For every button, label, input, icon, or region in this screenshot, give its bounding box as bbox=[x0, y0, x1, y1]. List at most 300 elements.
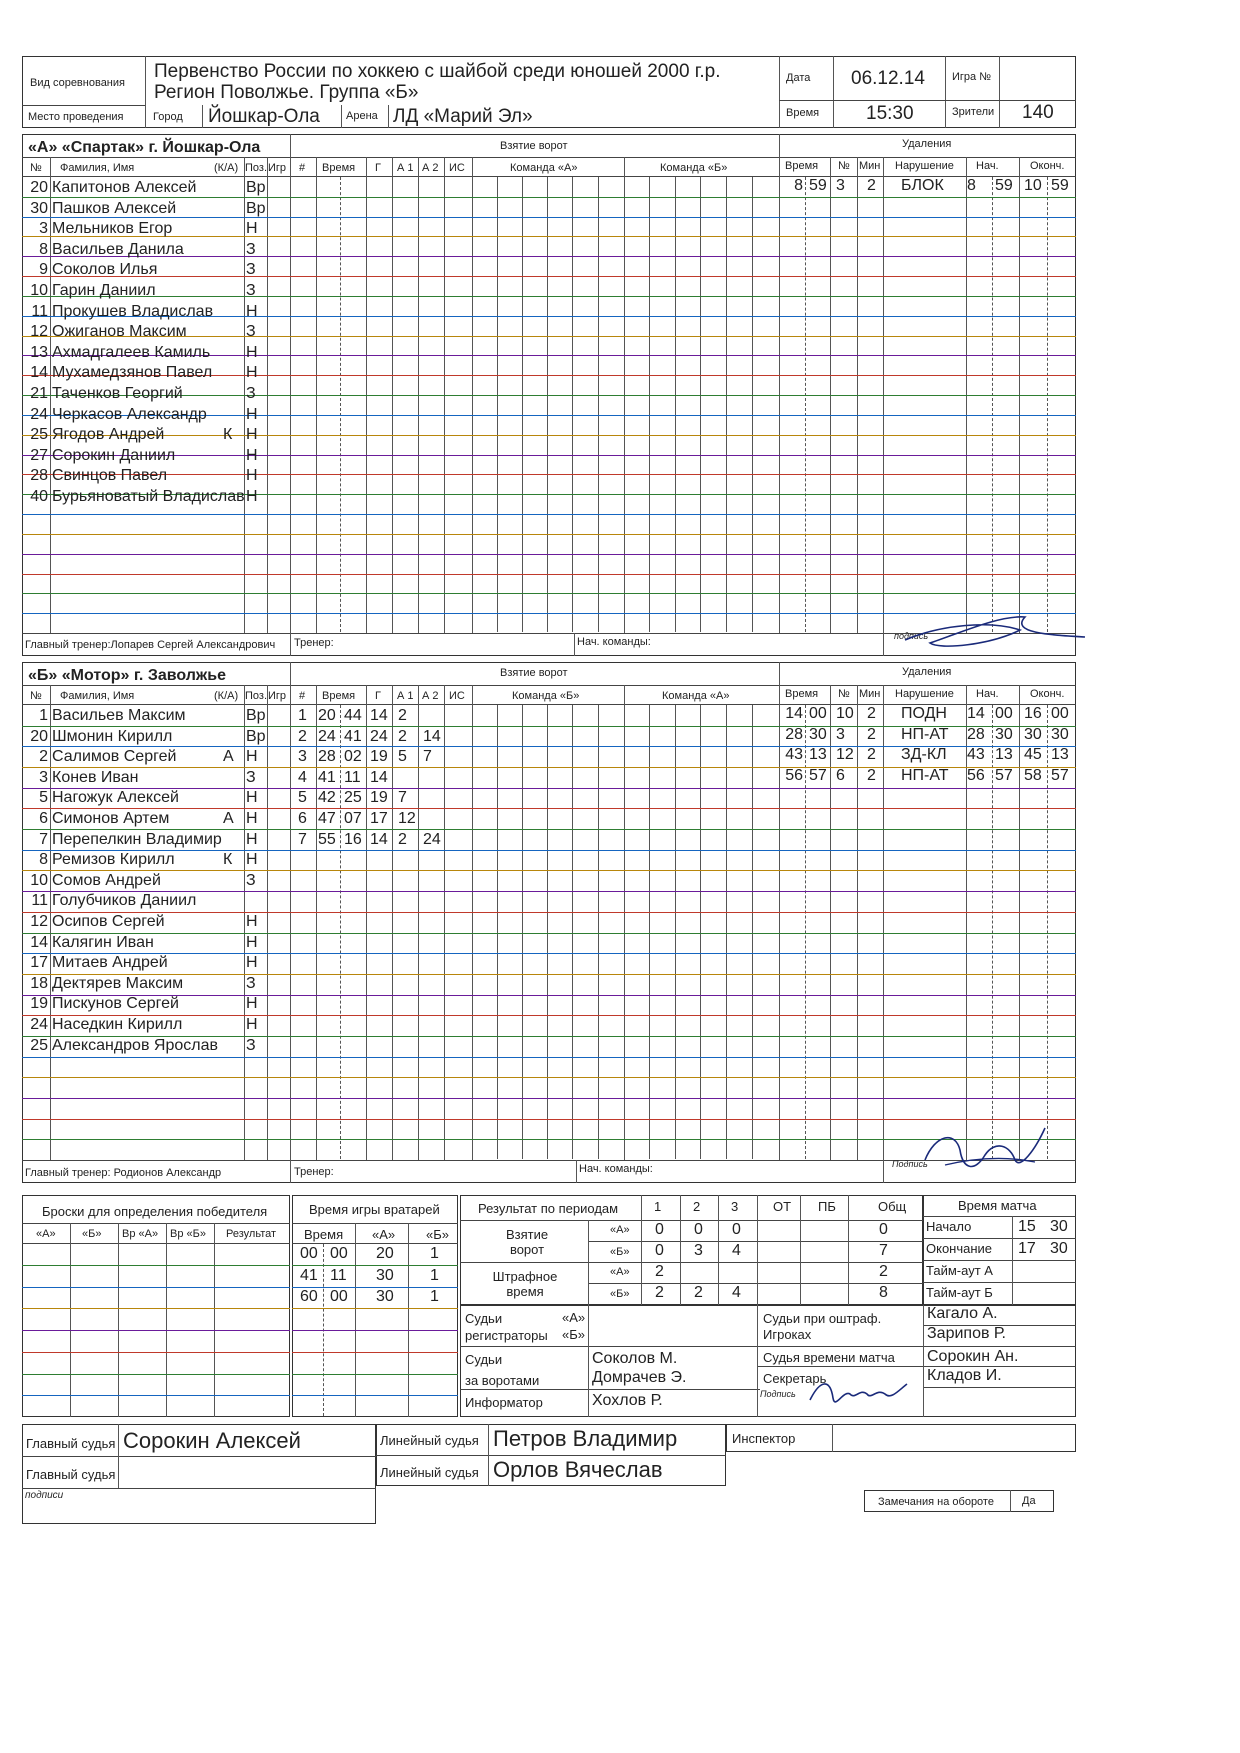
player-name: Александров Ярослав bbox=[52, 1036, 218, 1054]
game-label: Игра № bbox=[952, 71, 992, 83]
spectators-value: 140 bbox=[1022, 102, 1054, 123]
player-position: З bbox=[246, 240, 256, 258]
goal-assist-1: 2 bbox=[398, 727, 407, 745]
goal-second: 41 bbox=[344, 727, 362, 745]
penalty-violation: ЗД-КЛ bbox=[901, 746, 947, 764]
team-a-head-coach: Главный тренер:Лопарев Сергей Александрович bbox=[25, 639, 276, 651]
period-value: 8 bbox=[879, 1284, 888, 1301]
player-name: Сомов Андрей bbox=[52, 871, 161, 889]
player-position: Н bbox=[246, 995, 258, 1013]
col-games: Игр bbox=[268, 162, 287, 174]
secretary-label: Секретарь bbox=[763, 1371, 827, 1386]
goal-minute: 24 bbox=[318, 727, 336, 745]
linesman-label-2: Линейный судья bbox=[380, 1465, 479, 1480]
period-value: 0 bbox=[879, 1221, 888, 1238]
goalie-time-title: Время игры вратарей bbox=[309, 1202, 440, 1217]
goal-number: 5 bbox=[298, 789, 307, 807]
informer-label: Информатор bbox=[465, 1395, 543, 1410]
col-team-b-lineup: Команда «Б» bbox=[660, 162, 728, 174]
player-position: З bbox=[246, 768, 256, 786]
team-a-chief-label: Нач. команды: bbox=[577, 636, 651, 648]
col-name: Фамилия, Имя bbox=[60, 690, 135, 702]
goal-judge-2: Домрачев Э. bbox=[592, 1369, 687, 1386]
col-goal-scorer: Г bbox=[375, 162, 381, 174]
player-name: Салимов Сергей bbox=[52, 748, 177, 766]
player-number: 14 bbox=[30, 933, 48, 951]
goals-team-a: «А» bbox=[610, 1224, 630, 1236]
player-name: Шмонин Кирилл bbox=[52, 727, 173, 745]
player-position: Н bbox=[246, 405, 258, 423]
player-role: К bbox=[223, 426, 233, 444]
penalty-end-sec: 30 bbox=[1051, 725, 1069, 743]
goal-judge-1: Соколов М. bbox=[592, 1350, 678, 1367]
player-name: Митаев Андрей bbox=[52, 954, 168, 972]
player-position: Н bbox=[246, 1016, 258, 1033]
player-position: Н bbox=[246, 446, 258, 464]
col-pen-violation: Нарушение bbox=[895, 688, 954, 700]
penalty-player: 3 bbox=[836, 725, 845, 743]
player-number: 7 bbox=[39, 830, 48, 848]
shootout-col-result: Результат bbox=[226, 1228, 277, 1240]
goal-number: 2 bbox=[298, 727, 307, 745]
goalie-col-time: Время bbox=[304, 1227, 344, 1242]
col-name: Фамилия, Имя bbox=[60, 162, 135, 174]
period-header: ОТ bbox=[773, 1199, 792, 1214]
col-pen-min: Мин bbox=[859, 160, 881, 172]
goal-row bbox=[290, 708, 472, 729]
penalty-player: 10 bbox=[836, 705, 854, 722]
player-row bbox=[22, 365, 290, 386]
registrars-label: Судьи регистраторы bbox=[465, 1311, 548, 1343]
penalty-end-sec: 57 bbox=[1051, 766, 1069, 784]
pim-row-label: Штрафное время bbox=[492, 1269, 558, 1299]
player-position: Н bbox=[246, 343, 258, 361]
player-position: З bbox=[246, 282, 256, 299]
city-label: Город bbox=[153, 111, 183, 123]
player-name: Ахмадгалеев Камиль bbox=[52, 343, 211, 361]
player-row bbox=[22, 790, 290, 811]
goal-number: 3 bbox=[298, 748, 307, 766]
period-value: 0 bbox=[732, 1221, 741, 1238]
player-name: Нагожук Алексей bbox=[52, 789, 179, 807]
period-results-title: Результат по периодам bbox=[478, 1201, 619, 1216]
team-a-signature bbox=[900, 605, 1090, 655]
player-row bbox=[22, 873, 290, 894]
penalty-minute: 28 bbox=[785, 725, 803, 743]
penalty-violation: НП-АТ bbox=[901, 766, 949, 784]
col-goal-num: # bbox=[299, 690, 306, 702]
penalty-player: 3 bbox=[836, 177, 845, 194]
secretary-signature bbox=[805, 1370, 915, 1415]
player-name: Васильев Данила bbox=[52, 240, 184, 258]
goal-second: 25 bbox=[344, 789, 362, 807]
team-a-penalties-title: Удаления bbox=[902, 138, 952, 150]
player-position: Н bbox=[246, 933, 258, 951]
penalty-end-sec: 00 bbox=[1051, 705, 1069, 722]
player-number: 8 bbox=[39, 851, 48, 869]
col-no: № bbox=[30, 162, 42, 174]
player-row bbox=[22, 1017, 290, 1038]
signatures-label: подписи bbox=[25, 1490, 64, 1501]
player-position: Н bbox=[246, 748, 258, 766]
goalie-a: 30 bbox=[376, 1266, 394, 1284]
period-value: 2 bbox=[879, 1263, 888, 1280]
penalty-minutes: 2 bbox=[867, 177, 876, 194]
penalty-violation: БЛОК bbox=[901, 177, 944, 194]
penalty-player: 12 bbox=[836, 746, 854, 764]
goalie-second: 00 bbox=[330, 1288, 348, 1306]
player-number: 21 bbox=[30, 385, 48, 402]
player-name: Васильев Максим bbox=[52, 707, 186, 724]
city-value: Йошкар-Ола bbox=[208, 106, 320, 127]
penalty-minutes: 2 bbox=[867, 766, 876, 784]
penalty-start-min: 56 bbox=[967, 766, 985, 784]
period-value: 4 bbox=[732, 1242, 741, 1259]
player-row bbox=[22, 242, 290, 263]
penalty-minute: 56 bbox=[785, 766, 803, 784]
penalty-end-sec: 59 bbox=[1051, 177, 1069, 194]
player-name: Дектярев Максим bbox=[52, 974, 184, 992]
col-team-a-lineup: Команда «А» bbox=[510, 162, 578, 174]
secretary-value: Кладов И. bbox=[927, 1367, 1002, 1384]
penalty-start-sec: 30 bbox=[995, 725, 1013, 743]
penalty-start-sec: 59 bbox=[995, 177, 1013, 194]
period-value: 2 bbox=[655, 1284, 664, 1301]
col-pos: Поз. bbox=[245, 690, 267, 702]
penalty-minutes: 2 bbox=[867, 705, 876, 722]
timekeeper-label: Судья времени матча bbox=[763, 1350, 895, 1365]
player-number: 6 bbox=[39, 810, 48, 827]
player-row bbox=[22, 914, 290, 935]
player-row bbox=[22, 221, 290, 242]
penalty-second: 00 bbox=[809, 705, 827, 722]
player-row bbox=[22, 955, 290, 976]
goal-assist-1: 5 bbox=[398, 748, 407, 766]
col-no: № bbox=[30, 690, 42, 702]
linesman-1: Петров Владимир bbox=[493, 1426, 678, 1451]
player-number: 25 bbox=[30, 426, 48, 444]
goalie-b: 1 bbox=[430, 1245, 439, 1262]
competition-label: Вид соревнования bbox=[30, 77, 125, 89]
player-name: Конев Иван bbox=[52, 768, 139, 786]
venue-label: Место проведения bbox=[28, 111, 124, 123]
player-row bbox=[22, 996, 290, 1017]
time-label: Время bbox=[786, 107, 820, 119]
player-position: Н bbox=[246, 830, 258, 848]
period-value: 4 bbox=[732, 1284, 741, 1301]
player-row bbox=[22, 935, 290, 956]
player-row bbox=[22, 832, 290, 853]
goalie-second: 11 bbox=[330, 1266, 347, 1284]
penalty-end-min: 30 bbox=[1024, 725, 1042, 743]
player-row bbox=[22, 729, 290, 750]
player-number: 10 bbox=[30, 871, 48, 889]
goal-second: 02 bbox=[344, 748, 362, 766]
player-position: Вр bbox=[246, 707, 266, 724]
player-number: 12 bbox=[30, 913, 48, 930]
player-number: 30 bbox=[30, 199, 48, 217]
col-goal-num: # bbox=[299, 162, 306, 174]
player-position: Н bbox=[246, 467, 258, 485]
penalty-box-official-2: Зарипов Р. bbox=[927, 1325, 1006, 1342]
player-number: 2 bbox=[39, 748, 48, 766]
col-pen-start: Нач. bbox=[976, 160, 999, 172]
player-row bbox=[22, 180, 290, 201]
period-value: 7 bbox=[879, 1242, 888, 1259]
pim-team-b: «Б» bbox=[610, 1288, 630, 1300]
player-number: 28 bbox=[30, 467, 48, 485]
col-pen-time: Время bbox=[785, 688, 819, 700]
head-referee-label-2: Главный судья bbox=[26, 1467, 116, 1482]
penalty-end-sec: 13 bbox=[1051, 746, 1069, 764]
col-goal-situation: ИС bbox=[449, 690, 465, 702]
player-name: Голубчиков Даниил bbox=[52, 892, 197, 910]
player-row bbox=[22, 976, 290, 997]
penalty-row bbox=[779, 747, 1076, 768]
goalie-b: 1 bbox=[430, 1288, 439, 1306]
goal-minute: 42 bbox=[318, 789, 336, 807]
player-name: Прокушев Владислав bbox=[52, 302, 214, 320]
player-position: Н bbox=[246, 913, 258, 930]
player-number: 40 bbox=[30, 488, 48, 505]
head-referee-label-1: Главный судья bbox=[26, 1436, 116, 1451]
col-pen-violation: Нарушение bbox=[895, 160, 954, 172]
goal-scorer: 14 bbox=[370, 707, 388, 724]
col-pen-start: Нач. bbox=[976, 688, 999, 700]
player-row bbox=[22, 708, 290, 729]
goal-second: 11 bbox=[344, 768, 361, 786]
col-pos: Поз. bbox=[245, 162, 267, 174]
goal-assist-2: 14 bbox=[423, 727, 441, 745]
player-role: А bbox=[223, 748, 234, 766]
match-time-label: Тайм-аут А bbox=[926, 1263, 993, 1278]
player-name: Ягодов Андрей bbox=[52, 426, 165, 444]
player-row bbox=[22, 811, 290, 832]
goal-number: 4 bbox=[298, 768, 307, 786]
player-number: 17 bbox=[30, 954, 48, 972]
col-pen-no: № bbox=[838, 688, 850, 700]
period-value: 0 bbox=[694, 1221, 703, 1238]
secretary-sign-label: Подпись bbox=[760, 1389, 796, 1399]
player-row bbox=[22, 324, 290, 345]
player-name: Пискунов Сергей bbox=[52, 995, 179, 1013]
goalie-a: 30 bbox=[376, 1288, 394, 1306]
period-header: ПБ bbox=[818, 1199, 836, 1214]
penalty-row bbox=[779, 706, 1076, 727]
penalty-second: 57 bbox=[809, 766, 827, 784]
goal-scorer: 19 bbox=[370, 789, 388, 807]
penalty-second: 30 bbox=[809, 725, 827, 743]
player-position: Н bbox=[246, 302, 258, 320]
penalty-row bbox=[779, 727, 1076, 748]
player-number: 19 bbox=[30, 995, 48, 1013]
date-value: 06.12.14 bbox=[851, 68, 925, 89]
period-header: 1 bbox=[654, 1199, 662, 1214]
remarks-value: Да bbox=[1022, 1495, 1036, 1507]
goalie-second: 00 bbox=[330, 1245, 348, 1262]
goal-number: 7 bbox=[298, 830, 307, 848]
player-number: 8 bbox=[39, 240, 48, 258]
col-assist-2: А 2 bbox=[422, 690, 439, 702]
col-goal-scorer: Г bbox=[375, 690, 381, 702]
player-number: 9 bbox=[39, 261, 48, 279]
team-b-chief-label: Нач. команды: bbox=[579, 1163, 653, 1175]
match-time-second: 30 bbox=[1050, 1218, 1068, 1235]
player-name: Бурьяноватый Владислав bbox=[52, 488, 245, 505]
goal-minute: 28 bbox=[318, 748, 336, 766]
arena-label: Арена bbox=[346, 110, 378, 122]
period-header: 3 bbox=[731, 1199, 739, 1214]
period-value: 2 bbox=[694, 1284, 703, 1301]
goal-minute: 47 bbox=[318, 810, 336, 827]
player-row bbox=[22, 893, 290, 914]
goal-scorer: 14 bbox=[370, 830, 388, 848]
col-pen-end: Оконч. bbox=[1030, 160, 1065, 172]
goal-minute: 55 bbox=[318, 830, 336, 848]
player-position: Н bbox=[246, 789, 258, 807]
timekeeper-value: Сорокин Ан. bbox=[927, 1348, 1019, 1365]
player-row bbox=[22, 749, 290, 770]
penalty-row bbox=[779, 768, 1076, 789]
player-name: Симонов Артем bbox=[52, 810, 170, 827]
player-row bbox=[22, 283, 290, 304]
period-header: Общ bbox=[878, 1199, 907, 1214]
time-value: 15:30 bbox=[866, 103, 914, 124]
player-position: Н bbox=[246, 364, 258, 382]
inspector-label: Инспектор bbox=[732, 1431, 796, 1446]
penalty-start-min: 28 bbox=[967, 725, 985, 743]
player-role: К bbox=[223, 851, 233, 869]
player-row bbox=[22, 201, 290, 222]
col-assist-2: А 2 bbox=[422, 162, 439, 174]
col-pen-time: Время bbox=[785, 160, 819, 172]
linesman-2: Орлов Вячеслав bbox=[493, 1457, 663, 1482]
goal-row bbox=[290, 770, 472, 791]
goals-team-b: «Б» bbox=[610, 1246, 630, 1258]
player-position: З bbox=[246, 1036, 256, 1054]
penalty-minutes: 2 bbox=[867, 746, 876, 764]
player-position: З bbox=[246, 385, 256, 402]
player-row bbox=[22, 852, 290, 873]
col-ka: (К/А) bbox=[214, 690, 239, 702]
player-position: Н bbox=[246, 954, 258, 972]
period-value: 3 bbox=[694, 1242, 703, 1259]
goal-minute: 41 bbox=[318, 768, 336, 786]
player-number: 13 bbox=[30, 343, 48, 361]
team-a-sign-label: подпись bbox=[894, 631, 929, 641]
penalty-minute: 8 bbox=[794, 177, 803, 194]
player-number: 25 bbox=[30, 1036, 48, 1054]
player-name: Капитонов Алексей bbox=[52, 179, 197, 196]
match-time-label: Окончание bbox=[926, 1241, 993, 1256]
match-time-label: Начало bbox=[926, 1219, 972, 1234]
goalie-minute: 41 bbox=[300, 1266, 318, 1284]
penalty-start-min: 43 bbox=[967, 746, 985, 764]
player-position: Н bbox=[246, 810, 258, 827]
col-games: Игр bbox=[268, 690, 287, 702]
player-row bbox=[22, 468, 290, 489]
goalie-col-b: «Б» bbox=[426, 1227, 449, 1242]
player-position: З bbox=[246, 323, 256, 341]
goal-row bbox=[290, 790, 472, 811]
penalty-violation: ПОДН bbox=[901, 705, 947, 722]
player-row bbox=[22, 407, 290, 428]
goal-row bbox=[290, 832, 472, 853]
player-name: Гарин Даниил bbox=[52, 282, 156, 299]
team-a-trainer-label: Тренер: bbox=[294, 637, 334, 649]
shootout-col-a: «А» bbox=[36, 1228, 56, 1240]
penalty-start-min: 8 bbox=[967, 177, 976, 194]
player-number: 10 bbox=[30, 282, 48, 299]
penalty-minute: 14 bbox=[785, 705, 803, 722]
player-number: 12 bbox=[30, 323, 48, 341]
remarks-label: Замечания на обороте bbox=[878, 1496, 994, 1508]
penalty-minutes: 2 bbox=[867, 725, 876, 743]
player-row bbox=[22, 448, 290, 469]
col-pen-min: Мин bbox=[859, 688, 881, 700]
goal-number: 1 bbox=[298, 707, 307, 724]
col-team-b-lineup: Команда «Б» bbox=[512, 690, 580, 702]
linesman-label-1: Линейный судья bbox=[380, 1433, 479, 1448]
col-pen-end: Оконч. bbox=[1030, 688, 1065, 700]
col-goal-time: Время bbox=[322, 162, 356, 174]
spectators-label: Зрители bbox=[952, 106, 995, 118]
team-b-goals-title: Взятие ворот bbox=[500, 667, 568, 679]
player-number: 20 bbox=[30, 727, 48, 745]
period-value: 2 bbox=[655, 1263, 664, 1280]
player-row bbox=[22, 304, 290, 325]
team-b-sign-label: Подпись bbox=[892, 1159, 928, 1169]
penalty-player: 6 bbox=[836, 766, 845, 784]
penalty-box-label: Судьи при оштраф. Игроках bbox=[763, 1311, 882, 1342]
goal-number: 6 bbox=[298, 810, 307, 827]
shootout-title: Броски для определения победителя bbox=[42, 1204, 268, 1219]
player-number: 1 bbox=[39, 707, 48, 724]
goalie-col-a: «А» bbox=[372, 1227, 396, 1242]
goal-scorer: 24 bbox=[370, 727, 388, 745]
goal-second: 16 bbox=[344, 830, 362, 848]
penalty-end-min: 45 bbox=[1024, 746, 1042, 764]
registrar-b-label: «Б» bbox=[562, 1327, 585, 1342]
goal-row bbox=[290, 729, 472, 750]
shootout-col-gk-b: Вр «Б» bbox=[170, 1228, 206, 1240]
player-position: Н bbox=[246, 851, 258, 869]
goal-row bbox=[290, 749, 472, 770]
goalie-a: 20 bbox=[376, 1245, 394, 1262]
player-name: Ремизов Кирилл bbox=[52, 851, 175, 869]
match-time-second: 30 bbox=[1050, 1240, 1068, 1257]
col-team-a-lineup: Команда «А» bbox=[662, 690, 730, 702]
goal-assist-1: 7 bbox=[398, 789, 407, 807]
goal-assist-1: 12 bbox=[398, 810, 416, 827]
goal-scorer: 17 bbox=[370, 810, 388, 827]
player-number: 24 bbox=[30, 405, 48, 423]
match-time-title: Время матча bbox=[958, 1198, 1037, 1213]
goal-second: 07 bbox=[344, 810, 362, 827]
player-position: З bbox=[246, 974, 256, 992]
player-name: Ожиганов Максим bbox=[52, 323, 187, 341]
team-b-signature bbox=[915, 1120, 1055, 1182]
player-position: З bbox=[246, 871, 256, 889]
goalie-minute: 60 bbox=[300, 1288, 318, 1306]
player-name: Соколов Илья bbox=[52, 261, 158, 279]
player-number: 11 bbox=[31, 302, 48, 320]
player-row bbox=[22, 770, 290, 791]
player-name: Калягин Иван bbox=[52, 933, 154, 951]
player-number: 14 bbox=[30, 364, 48, 382]
arena-value: ЛД «Марий Эл» bbox=[393, 106, 533, 127]
period-header: 2 bbox=[693, 1199, 701, 1214]
